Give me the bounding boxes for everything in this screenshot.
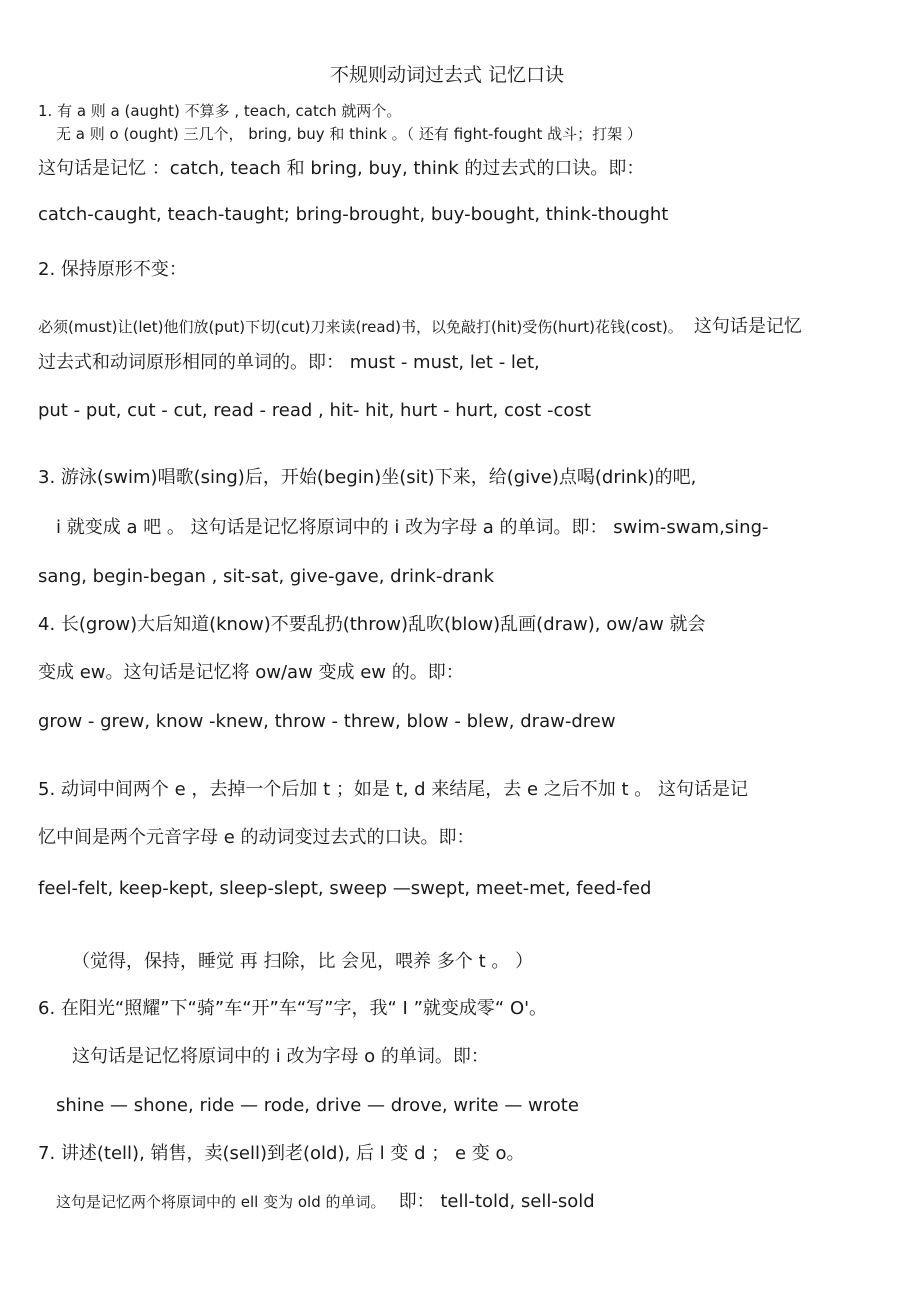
- section-5-examples: feel-felt, keep-kept, sleep-slept, sweep —swept, meet-met, feed-fed: [38, 878, 652, 899]
- section-2-mnemonic: 必须(must)让(let)他们放(put)下切(cut)刀来读(read)书，以免敲打(hit)受伤(hurt)花钱(cost)。: [38, 318, 683, 336]
- section-5-note: （觉得，保持，睡觉 再 扫除，比 会见，喂养 多个 t 。 ）: [72, 951, 534, 972]
- section-6-line-1: 6. 在阳光“照耀”下“骑”车“开”车“写”字，我“ I ”就变成零“ O'。: [38, 998, 548, 1019]
- section-2-examples: put - put, cut - cut, read - read , hit- hit, hurt - hurt, cost -cost: [38, 400, 591, 421]
- section-5-line-2: 忆中间是两个元音字母 e 的动词变过去式的口诀。即：: [38, 827, 475, 848]
- document-title: 不规则动词过去式 记忆口诀: [330, 64, 565, 86]
- section-6-line-2: 这句话是记忆将原词中的 i 改为字母 o 的单词。即：: [72, 1046, 489, 1067]
- section-2-mnemonic-tail: 这句话是记忆: [693, 316, 802, 337]
- section-6-examples: shine — shone, ride — rode, drive — drove, write — wrote: [56, 1095, 579, 1116]
- section-7-line-1: 7. 讲述(tell), 销售，卖(sell)到老(old), 后 l 变 d ； e 变 o。: [38, 1143, 525, 1164]
- section-7-line-2: [56, 1193, 595, 1211]
- section-7-explanation: 这句是记忆两个将原词中的 ell 变为 old 的单词。: [56, 1193, 386, 1211]
- section-1-line-3: 这句话是记忆 ：catch, teach 和 bring, buy, think 的过去式的口诀。即：: [38, 158, 645, 179]
- section-5-line-1: 5. 动词中间两个 e ，去掉一个后加 t ；如是 t, d 来结尾，去 e 之后不加 t 。 这句话是记: [38, 779, 749, 800]
- section-4-examples: grow - grew, know -knew, throw - threw, blow - blew, draw-drew: [38, 711, 616, 732]
- section-4-line-2: 变成 ew。这句话是记忆将 ow/aw 变成 ew 的。即：: [38, 662, 464, 683]
- section-1-line-1: 1. 有 a 则 a (aught) 不算多 , teach, catch 就两个。: [38, 102, 402, 120]
- section-4-line-1: 4. 长(grow)大后知道(know)不要乱扔(throw)乱吹(blow)乱画(draw), ow/aw 就会: [38, 614, 706, 635]
- section-2-line-1: [38, 318, 802, 336]
- section-2-line-2: 过去式和动词原形相同的单词的。即： must - must, let - let,: [38, 352, 540, 373]
- section-1-examples: catch-caught, teach-taught; bring-brought, buy-bought, think-thought: [38, 204, 669, 225]
- section-3-examples: sang, begin-began , sit-sat, give-gave, drink-drank: [38, 566, 495, 587]
- section-3-line-2: i 就变成 a 吧 。 这句话是记忆将原词中的 i 改为字母 a 的单词。即： swim-swam,sing-: [56, 517, 769, 538]
- section-2-heading: 2. 保持原形不变：: [38, 259, 187, 280]
- section-7-examples: 即： tell-told, sell-sold: [398, 1191, 595, 1212]
- section-3-line-1: 3. 游泳(swim)唱歌(sing)后，开始(begin)坐(sit)下来，给(give)点喝(drink)的吧,: [38, 467, 697, 488]
- section-1-line-2: 无 a 则 o (ought) 三几个， bring, buy 和 think 。（ 还有 fight-fought 战斗；打架 ）: [56, 125, 642, 143]
